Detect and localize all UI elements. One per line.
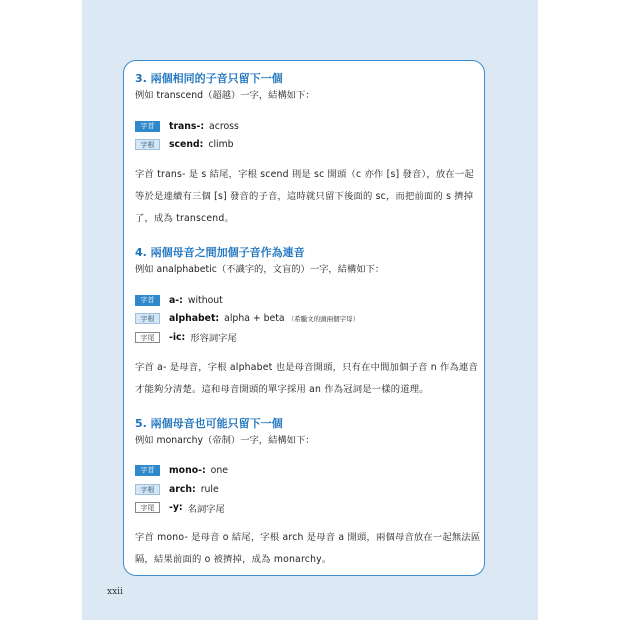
morpheme-gloss: rule xyxy=(200,483,219,495)
section-intro: 例如 analphabetic（不識字的，文盲的）一字，結構如下： xyxy=(135,264,385,275)
section-paragraph: 字首 trans- 是 s 結尾，字根 scend 則是 sc 開頭（c 亦作 [s] 發音），放在一起等於是連續有三個 [s] 發音的子音，這時就只留下後面的 sc，而把前面的 s 擠掉了，成為 transcend。 xyxy=(135,169,474,224)
morpheme-term: trans-: xyxy=(169,120,205,132)
section-heading: 4. 兩個母音之間加個子音作為連音 xyxy=(135,246,305,259)
section-3 xyxy=(135,72,484,230)
root-tag: 字根 xyxy=(135,313,160,324)
morpheme-list xyxy=(135,291,484,347)
section-5 xyxy=(135,417,484,572)
section-4 xyxy=(135,246,484,401)
morpheme-row xyxy=(135,499,484,518)
morpheme-list xyxy=(135,462,484,518)
morpheme-row xyxy=(135,291,484,310)
section-heading: 5. 兩個母音也可能只留下一個 xyxy=(135,416,283,430)
root-tag: 字根 xyxy=(135,139,160,150)
prefix-tag: 字首 xyxy=(135,465,160,476)
suffix-tag: 字尾 xyxy=(135,502,160,513)
section-intro: 例如 monarchy（帝制）一字，結構如下： xyxy=(135,434,315,446)
morpheme-gloss: 名詞字尾 xyxy=(187,503,225,515)
morpheme-term: arch: xyxy=(169,483,196,495)
morpheme-term: alphabet: xyxy=(169,313,220,325)
morpheme-row xyxy=(135,136,484,155)
morpheme-term: -y: xyxy=(169,502,183,514)
root-tag: 字根 xyxy=(135,484,160,495)
morpheme-gloss: alpha + beta xyxy=(224,313,285,325)
section-paragraph: 字首 a- 是母音，字根 alphabet 也是母音開頭，只有在中間加個子音 n 作為連音才能夠分清楚。這和母音開頭的單字採用 an 作為冠詞是一樣的道理。 xyxy=(135,361,479,395)
section-paragraph: 字首 mono- 是母音 o 結尾，字根 arch 是母音 a 開頭，兩個母音放在一起無法區隔，結果前面的 o 被擠掉，成為 monarchy。 xyxy=(135,532,481,565)
morpheme-gloss: without xyxy=(187,294,223,306)
content-card xyxy=(123,60,485,576)
morpheme-note: （希臘文的頭兩個字母） xyxy=(287,315,360,324)
morpheme-gloss: 形容詞字尾 xyxy=(190,333,237,345)
suffix-tag: 字尾 xyxy=(135,332,160,343)
morpheme-list xyxy=(135,117,484,154)
morpheme-gloss: across xyxy=(209,120,239,132)
morpheme-term: a-: xyxy=(169,294,183,306)
section-heading: 3. 兩個相同的子音只留下一個 xyxy=(135,72,283,85)
morpheme-row xyxy=(135,328,484,347)
prefix-tag: 字首 xyxy=(135,121,160,132)
morpheme-term: scend: xyxy=(169,139,204,151)
morpheme-row xyxy=(135,480,484,499)
morpheme-term: mono-: xyxy=(169,465,206,477)
morpheme-row xyxy=(135,117,484,136)
page-number: xxii xyxy=(107,587,123,597)
morpheme-row xyxy=(135,462,484,481)
morpheme-term: -ic: xyxy=(169,331,186,343)
morpheme-row xyxy=(135,310,484,329)
prefix-tag: 字首 xyxy=(135,295,160,306)
morpheme-gloss: one xyxy=(210,465,228,477)
section-intro: 例如 transcend（超越）一字，結構如下： xyxy=(135,90,315,101)
morpheme-gloss: climb xyxy=(208,139,234,151)
